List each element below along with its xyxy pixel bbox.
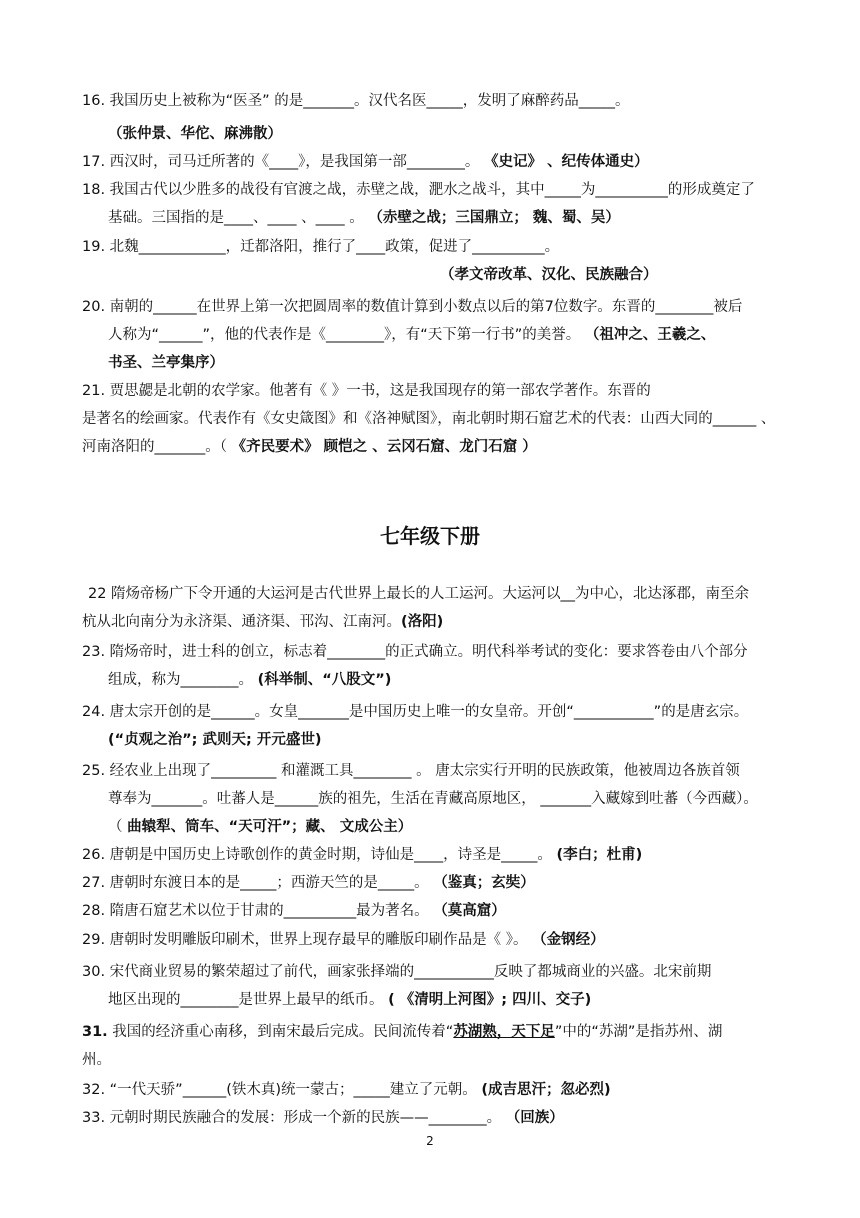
q21-answer: 《齐民要术》 顾恺之 、云冈石窟、龙门石窟 ）	[231, 439, 537, 455]
q21-line2: 是著名的绘画家。代表作有《女史箴图》和《洛神赋图》，南北朝时期石窟艺术的代表：山西大同的______ 、	[82, 411, 776, 427]
q16-line1: 16. 我国历史上被称为“医圣” 的是_______。汉代名医_____，发明了麻醉药品_____。	[82, 93, 630, 109]
q19-line1: 19. 北魏____________，迁都洛阳，推行了____政策，促进了__________。	[82, 239, 560, 255]
q25-line2: 尊奉为_______。吐蕃人是______族的祖先，生活在青藏高原地区， _______入藏嫁到吐蕃（今西藏）。	[108, 791, 758, 807]
q18-answer: （赤壁之战；三国鼎立； 魏、蜀、吴）	[368, 210, 620, 226]
q28-answer: （莫高窟）	[433, 903, 506, 919]
q20-answer-part1: （祖冲之、王羲之、	[584, 327, 716, 343]
q25-answer: 曲辕犁、筒车、“天可汗”；藏、 文成公主）	[127, 819, 413, 835]
q28-line: 28. 隋唐石窟艺术以位于甘肃的__________最为著名。 （莫高窟）	[82, 903, 506, 919]
q25-line3: （ 曲辕犁、筒车、“天可汗”；藏、 文成公主）	[108, 819, 413, 835]
q23-line2: 组成，称为________。 (科举制、“八股文”)	[108, 672, 392, 688]
q23-answer: (科举制、“八股文”)	[257, 672, 392, 688]
q18-line1: 18. 我国古代以少胜多的战役有官渡之战，赤壁之战，淝水之战斗，其中_____为__________的形成奠定了	[82, 182, 755, 198]
q27-answer: （鉴真；玄奘）	[433, 875, 535, 891]
q17-line: 17. 西汉时，司马迁所著的《____》，是我国第一部________。 《史记》 、纪传体通史）	[82, 154, 649, 170]
q32-line: 32. “一代天骄”______(铁木真)统一蒙古；_____建立了元朝。 (成吉思汗；忽必烈)	[82, 1082, 611, 1098]
q22-line1: 22 隋炀帝杨广下令开通的大运河是古代世界上最长的人工运河。大运河以__为中心，北达涿郡，南至余	[88, 586, 750, 602]
q25-line1: 25. 经农业上出现了_________ 和灌溉工具________ 。 唐太宗实行开明的民族政策，他被周边各族首领	[82, 763, 740, 779]
q29-answer: （金钢经）	[532, 932, 605, 948]
q33-answer: （回族）	[505, 1110, 564, 1126]
q22-line2: 杭从北向南分为永济渠、通济渠、邗沟、江南河。(洛阳)	[82, 614, 444, 630]
q27-line: 27. 唐朝时东渡日本的是_____；西游天竺的是_____。 （鉴真；玄奘）	[82, 875, 535, 891]
q22-answer: (洛阳)	[401, 614, 444, 630]
q21-line3: 河南洛阳的_______。（ 《齐民要术》 顾恺之 、云冈石窟、龙门石窟 ）	[82, 439, 537, 455]
q32-answer: (成吉思汗；忽必烈)	[481, 1082, 611, 1098]
q21-line1: 21. 贾思勰是北朝的农学家。他著有《 》一书，这是我国现存的第一部农学著作。东晋的	[82, 383, 651, 399]
section-title: 七年级下册	[380, 524, 480, 548]
q20-line1: 20. 南朝的______在世界上第一次把圆周率的数值计算到小数点以后的第7位数字。东晋的________被后	[82, 299, 743, 315]
q17-answer: 《史记》 、纪传体通史）	[484, 154, 649, 170]
q31-line1: 31. 我国的经济重心南移，到南宋最后完成。民间流传着“苏湖熟，天下足”中的“苏湖”是指苏州、湖	[82, 1024, 723, 1040]
q33-line: 33. 元朝时期民族融合的发展：形成一个新的民族——________。 （回族）	[82, 1110, 564, 1126]
q24-line1: 24. 唐太宗开创的是______。女皇_______是中国历史上唯一的女皇帝。开创“___________”的是唐玄宗。	[82, 704, 749, 720]
q24-answer: (“贞观之治”; 武则天; 开元盛世)	[108, 732, 322, 748]
q26-line: 26. 唐朝是中国历史上诗歌创作的黄金时期，诗仙是____，诗圣是_____。 (李白；杜甫)	[82, 847, 643, 863]
q19-answer: （孝文帝改革、汉化、民族融合）	[440, 267, 658, 283]
q29-line: 29. 唐朝时发明雕版印刷术，世界上现存最早的雕版印刷作品是《 》。 （金钢经）	[82, 932, 605, 948]
q23-line1: 23. 隋炀帝时，进士科的创立，标志着________的正式确立。明代科举考试的变化：要求答卷由八个部分	[82, 644, 748, 660]
q16-answer: （张仲景、华佗、麻沸散）	[108, 126, 282, 142]
page-number: 2	[426, 1134, 434, 1148]
q31-number: 31.	[82, 1024, 108, 1040]
q20-line2: 人称为“______”，他的代表作是《________》，有“天下第一行书”的美誉。 （祖冲之、王羲之、	[108, 327, 716, 343]
q31-emphasis: 苏湖熟，天下足	[453, 1024, 555, 1040]
q30-answer: ( 《清明上河图》; 四川、交子)	[388, 992, 592, 1008]
q31-line2: 州。	[82, 1052, 111, 1068]
q18-line2: 基础。三国指的是____、____ 、____ 。 （赤壁之战；三国鼎立； 魏、蜀、吴）	[108, 210, 620, 226]
q30-line1: 30. 宋代商业贸易的繁荣超过了前代，画家张择端的___________反映了都城商业的兴盛。北宋前期	[82, 964, 712, 980]
q30-line2: 地区出现的________是世界上最早的纸币。 ( 《清明上河图》; 四川、交子)	[108, 992, 592, 1008]
q26-answer: (李白；杜甫)	[556, 847, 643, 863]
q20-answer-part2: 书圣、兰亭集序）	[108, 355, 224, 371]
